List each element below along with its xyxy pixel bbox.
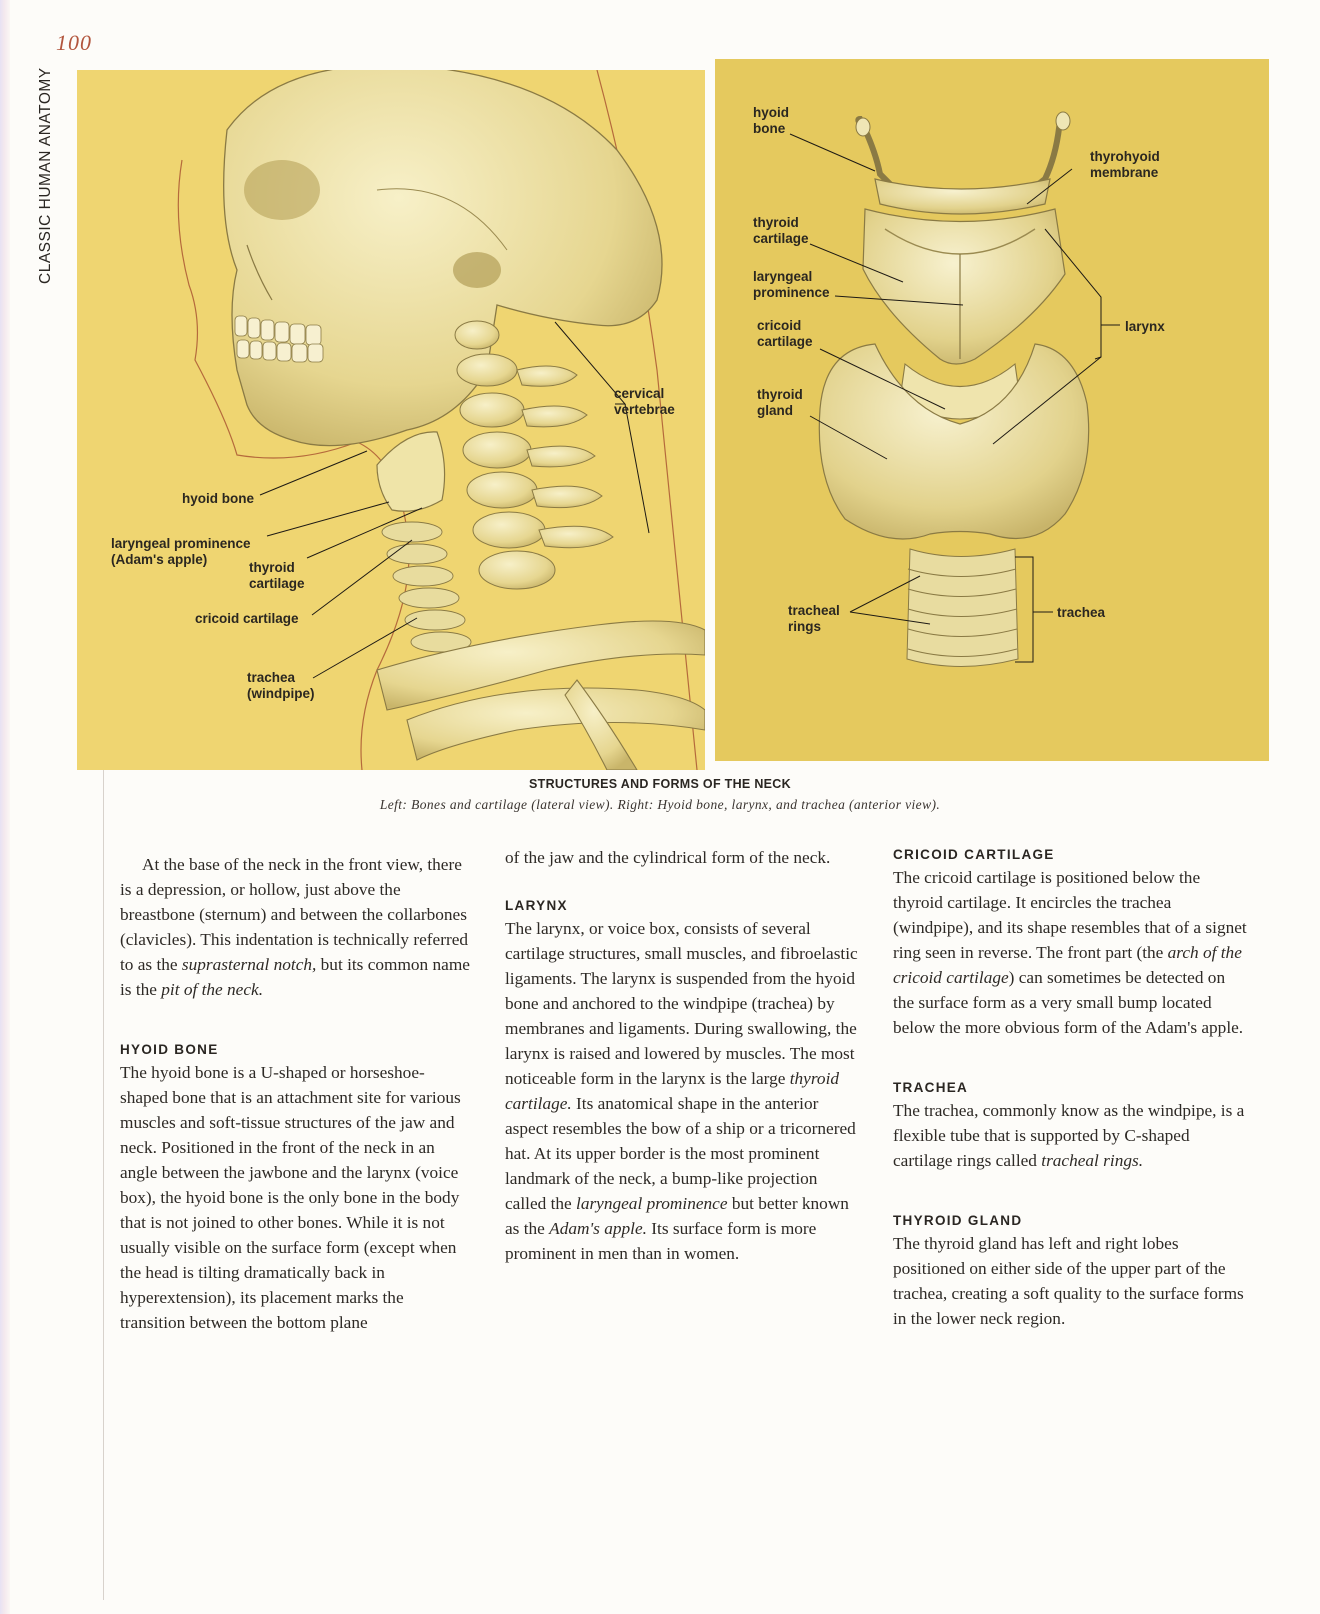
label-thyroid-cartilage-right: thyroid cartilage	[753, 215, 809, 246]
larynx-text-4: Its surface form is more prominent in men than in women.	[505, 1219, 817, 1263]
illustration-anterior-larynx	[715, 59, 1269, 761]
figure-caption-title: STRUCTURES AND FORMS OF THE NECK	[529, 777, 791, 791]
larynx-text-3: but better known as the	[505, 1194, 849, 1238]
thyroid-paragraph: The thyroid gland has left and right lobes positioned on either side of the upper part of the trachea, creating a soft quality to the surface forms in the lower neck region.	[893, 1234, 1244, 1328]
figure-caption-subtitle: Left: Bones and cartilage (lateral view). Right: Hyoid bone, larynx, and trachea (anterior view).	[379, 797, 941, 812]
trachea-paragraph	[893, 1098, 1248, 1173]
heading-trachea: TRACHEA	[893, 1080, 969, 1095]
continuation-paragraph: of the jaw and the cylindrical form of the neck.	[505, 848, 831, 867]
larynx-italic-3: Adam's apple.	[549, 1219, 647, 1238]
cricoid-italic-1: arch of the cricoid cartilage	[893, 943, 1242, 987]
label-thyrohyoid-membrane: thyrohyoid membrane	[1090, 149, 1160, 180]
heading-cricoid-cartilage: CRICOID CARTILAGE	[893, 847, 1055, 862]
label-laryngeal-prominence-right: laryngeal prominence	[753, 269, 830, 300]
page-number: 100	[56, 30, 92, 55]
larynx-text-2: Its anatomical shape in the anterior aspect resembles the bow of a ship or a tricornered hat. At its upper border is the most prominent landmark of the neck, a bump-like projection called the	[505, 1094, 856, 1213]
hyoid-paragraph: The hyoid bone is a U-shaped or horseshoe-shaped bone that is an attachment site for various muscles and soft-tissue structures of the jaw and neck. Positioned in the front of the neck in an angle between the jawbone and the larynx (voice box), the hyoid bone is the only bone in the body that is not joined to other bones. While it is not usually visible on the surface form (except when the head is tilting dramatically back in hyperextension), its placement marks the transition between the bottom plane	[120, 1063, 461, 1332]
label-laryngeal-prominence: laryngeal prominence (Adam's apple)	[111, 536, 251, 567]
intro-text-1: At the base of the neck in the front view, there is a depression, or hollow, just above the breastbone (sternum) and between the collarbones (clavicles). This indentation is technically referred to as the	[120, 855, 469, 974]
label-larynx: larynx	[1125, 319, 1165, 334]
label-trachea-right: trachea	[1057, 605, 1106, 620]
running-head: CLASSIC HUMAN ANATOMY	[37, 67, 54, 284]
cricoid-text-2: ) can sometimes be detected on the surface form as a very small bump located below the more obvious form of the Adam's apple.	[893, 968, 1244, 1037]
intro-italic-2: pit of the neck.	[161, 980, 264, 999]
heading-larynx: LARYNX	[505, 898, 568, 913]
text-column-1	[120, 852, 470, 1335]
larynx-italic-2: laryngeal prominence	[576, 1194, 728, 1213]
cricoid-text-1: The cricoid cartilage is positioned below the thyroid cartilage. It encircles the trachea (windpipe), and its shape resembles that of a signet ring seen in reverse. The front part (the	[893, 868, 1247, 962]
label-cervical-vertebrae: cervical vertebrae	[614, 386, 675, 417]
label-thyroid-cartilage: thyroid cartilage	[249, 560, 305, 591]
label-hyoid-bone-right: hyoid bone	[753, 105, 789, 136]
text-column-3	[893, 845, 1248, 1331]
larynx-italic-1: thyroid cartilage.	[505, 1069, 840, 1113]
text-column-2	[505, 845, 860, 1266]
heading-hyoid-bone: HYOID BONE	[120, 1042, 219, 1057]
intro-paragraph	[120, 852, 470, 1002]
skull-neck-drawing	[77, 70, 705, 770]
cricoid-paragraph	[893, 865, 1248, 1040]
larynx-paragraph	[505, 916, 860, 1266]
trachea-italic-1: tracheal rings.	[1041, 1151, 1144, 1170]
trachea-text-1: The trachea, commonly know as the windpipe, is a flexible tube that is supported by C-shaped cartilage rings called	[893, 1101, 1245, 1170]
label-thyroid-gland: thyroid gland	[757, 387, 803, 418]
label-trachea: trachea (windpipe)	[247, 670, 315, 701]
label-hyoid-bone: hyoid bone	[182, 491, 254, 506]
intro-italic-1: suprasternal notch,	[181, 955, 317, 974]
larynx-text-1: The larynx, or voice box, consists of several cartilage structures, small muscles, and fibroelastic ligaments. The larynx is suspended from the hyoid bone and anchored to the windpipe (trachea) by membranes and ligaments. During swallowing, the larynx is raised and lowered by muscles. The most noticeable form in the larynx is the large	[505, 919, 858, 1088]
label-cricoid-cartilage: cricoid cartilage	[195, 611, 299, 626]
label-cricoid-cartilage-right: cricoid cartilage	[757, 318, 813, 349]
heading-thyroid-gland: THYROID GLAND	[893, 1213, 1023, 1228]
illustration-lateral-neck	[77, 70, 705, 770]
intro-text-2: but its common name is the	[120, 955, 470, 999]
label-tracheal-rings: tracheal rings	[788, 603, 840, 634]
